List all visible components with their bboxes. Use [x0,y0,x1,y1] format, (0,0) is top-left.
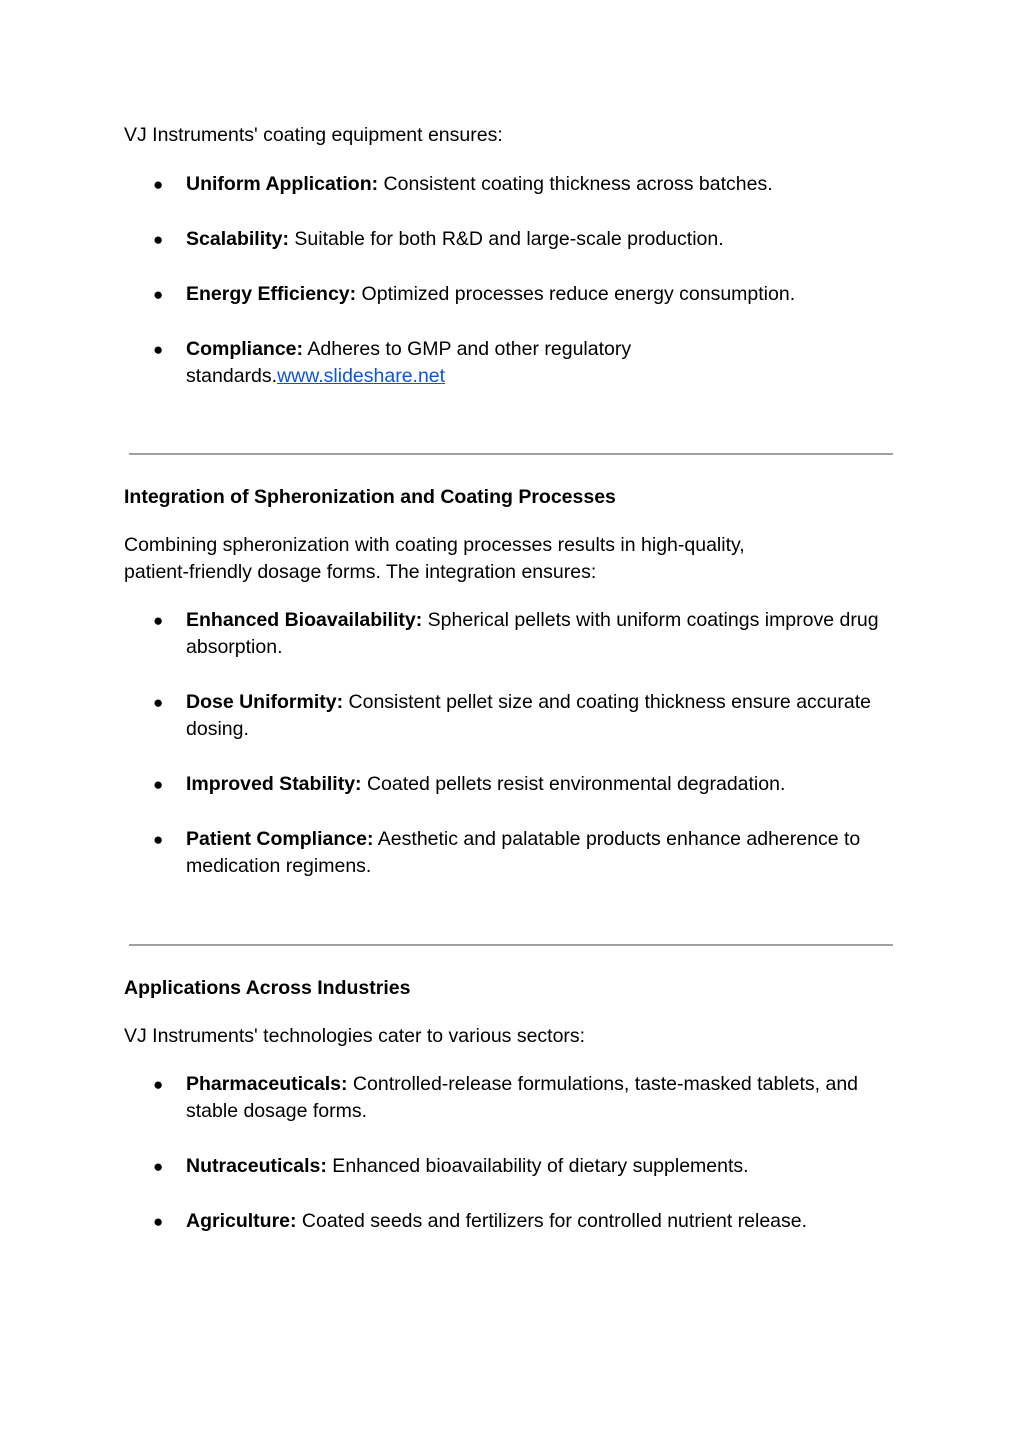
list-item [124,1153,900,1180]
section3-list [124,1071,900,1235]
bullet-icon: ● [153,693,164,712]
list-item [124,826,900,880]
item-text: Coated pellets resist environmental degradation. [361,773,786,795]
bullet-icon: ● [153,611,164,630]
bullet-icon: ● [153,285,164,304]
item-title: Uniform Application: [186,173,379,195]
item-text: Coated seeds and fertilizers for controlled nutrient release. [296,1210,808,1232]
item-text: Consistent coating thickness across batches. [378,173,773,195]
list-item [124,171,900,198]
bullet-icon: ● [153,775,164,794]
item-text: Adheres to GMP and other regulatory standards. [186,338,632,387]
item-title: Scalability: [186,228,289,250]
section3-heading: Applications Across Industries [124,977,411,999]
item-text: Controlled-release formulations, taste-masked tablets, and stable dosage forms. [186,1073,859,1122]
list-item [124,226,900,253]
bullet-icon: ● [153,1157,164,1176]
bullet-icon: ● [153,175,164,194]
divider-1 [129,453,893,455]
item-text: Enhanced bioavailability of dietary supplements. [326,1155,749,1177]
item-text: Optimized processes reduce energy consumption. [356,283,796,305]
item-title: Enhanced Bioavailability: [186,609,423,631]
list-item [124,689,900,743]
section2-heading: Integration of Spheronization and Coating Processes [124,486,616,508]
item-title: Pharmaceuticals: [186,1073,348,1095]
item-title: Compliance: [186,338,304,360]
item-text: Consistent pellet size and coating thickness ensure accurate dosing. [186,691,871,740]
bullet-icon: ● [153,340,164,359]
section3-intro: VJ Instruments' technologies cater to various sectors: [124,1025,586,1047]
item-text: Suitable for both R&D and large-scale production. [288,228,724,250]
list-item [124,1071,900,1125]
list-item [124,336,666,390]
bullet-icon: ● [153,1075,164,1094]
item-title: Energy Efficiency: [186,283,357,305]
item-text: Spherical pellets with uniform coatings improve drug absorption. [186,609,879,658]
bullet-icon: ● [153,830,164,849]
section2-intro: Combining spheronization with coating processes results in high-quality, patient-friendly dosage forms. The integration ensures: [124,534,745,583]
divider-2 [129,944,893,946]
section1-list [124,171,900,390]
bullet-icon: ● [153,230,164,249]
slideshare-link[interactable]: www.slideshare.net [277,365,446,387]
list-item [124,771,900,798]
list-item [124,1208,900,1235]
section2-list [124,607,900,880]
list-item [124,607,900,661]
item-title: Patient Compliance: [186,828,374,850]
section1-intro: VJ Instruments' coating equipment ensures: [124,124,503,146]
list-item [124,281,900,308]
item-title: Agriculture: [186,1210,297,1232]
item-text: Aesthetic and palatable products enhance adherence to medication regimens. [186,828,861,877]
item-title: Dose Uniformity: [186,691,344,713]
item-title: Nutraceuticals: [186,1155,327,1177]
bullet-icon: ● [153,1212,164,1231]
item-title: Improved Stability: [186,773,362,795]
